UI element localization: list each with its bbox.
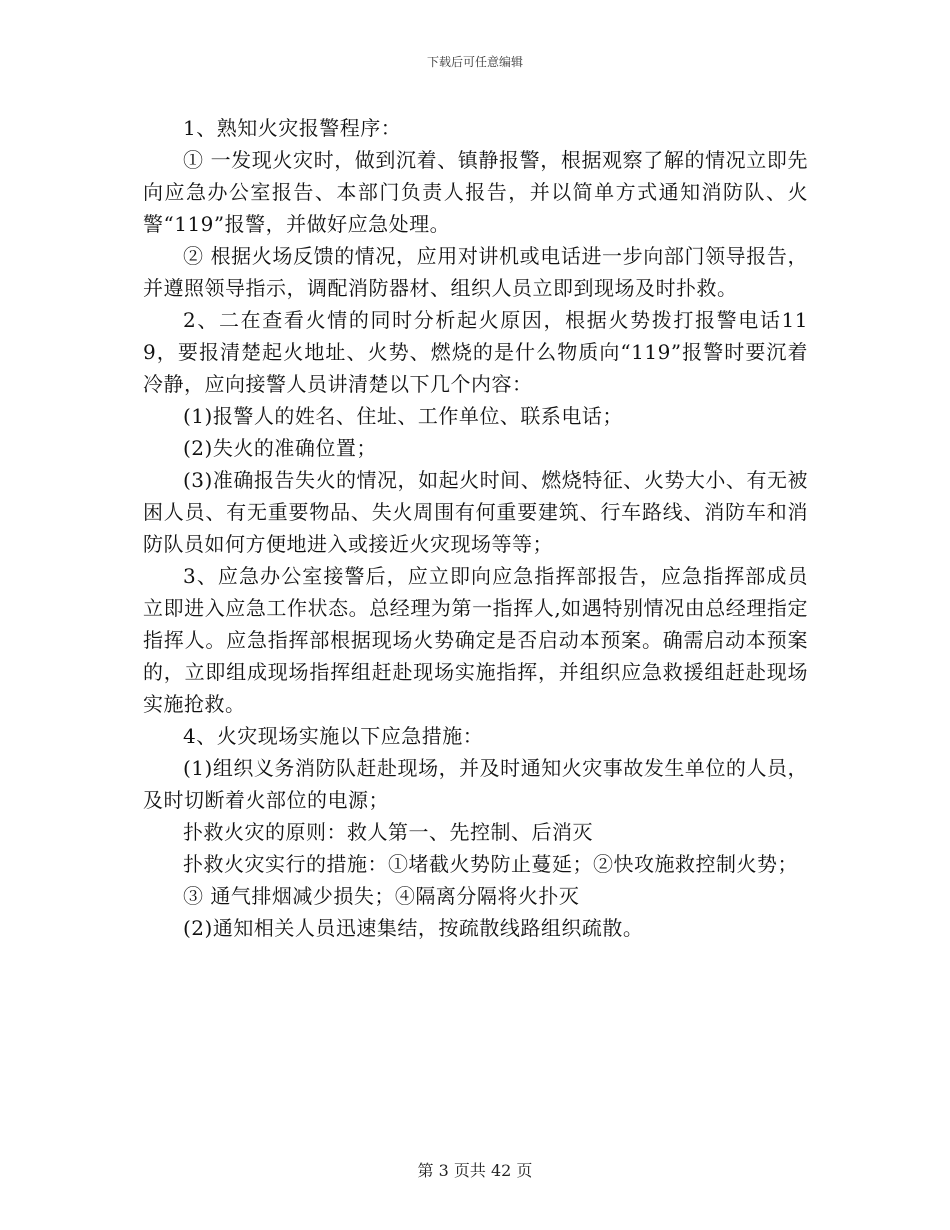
paragraph-section-1-title: 1、熟知火灾报警程序： xyxy=(183,116,402,140)
paragraph-section-2: 2、二在查看火情的同时分析起火原因，根据火势拨打报警电话119，要报清楚起火地址、火势、燃烧的是什么物质向“119”报警时要沉着冷静，应向接警人员讲清楚以下几个内容： xyxy=(143,308,808,396)
paragraph-measures-cont: ③ 通气排烟减少损失；④隔离分隔将火扑灭 xyxy=(183,884,580,908)
page-number: 第 3 页共 42 页 xyxy=(417,1161,533,1180)
paragraph-measures: 扑救火灾实行的措施：①堵截火势防止蔓延；②快攻施救控制火势； xyxy=(183,852,798,876)
paragraph-step-1: ① 一发现火灾时，做到沉着、镇静报警，根据观察了解的情况立即先向应急办公室报告、本部门负责人报告，并以简单方式通知消防队、火警“119”报警，并做好应急处理。 xyxy=(143,148,808,236)
paragraph-step-2: ② 根据火场反馈的情况，应用对讲机或电话进一步向部门领导报告，并遵照领导指示，调配消防器材、组织人员立即到现场及时扑救。 xyxy=(143,244,808,300)
paragraph-item-3: (3)准确报告失火的情况，如起火时间、燃烧特征、火势大小、有无被困人员、有无重要物品、失火周围有何重要建筑、行车路线、消防车和消防队员如何方便地进入或接近火灾现场等等； xyxy=(143,468,808,556)
document-body xyxy=(143,112,808,944)
paragraph-section-4-title: 4、火灾现场实施以下应急措施： xyxy=(183,724,484,748)
paragraph-principle: 扑救火灾的原则：救人第一、先控制、后消灭 xyxy=(183,820,593,844)
paragraph-section-3: 3、应急办公室接警后，应立即向应急指挥部报告，应急指挥部成员立即进入应急工作状态。总经理为第一指挥人,如遇特别情况由总经理指定指挥人。应急指挥部根据现场火势确定是否启动本预案。确需启动本预案的，立即组成现场指挥组赶赴现场实施指挥，并组织应急救援组赶赴现场实施抢救。 xyxy=(143,564,808,716)
page-header: 下载后可任意编辑 xyxy=(426,55,523,69)
paragraph-item-2: (2)失火的准确位置； xyxy=(183,436,377,460)
paragraph-measure-2: (2)通知相关人员迅速集结，按疏散线路组织疏散。 xyxy=(183,916,644,940)
paragraph-item-1: (1)报警人的姓名、住址、工作单位、联系电话； xyxy=(183,404,623,428)
paragraph-measure-1: (1)组织义务消防队赶赴现场，并及时通知火灾事故发生单位的人员，及时切断着火部位的电源； xyxy=(143,756,808,812)
